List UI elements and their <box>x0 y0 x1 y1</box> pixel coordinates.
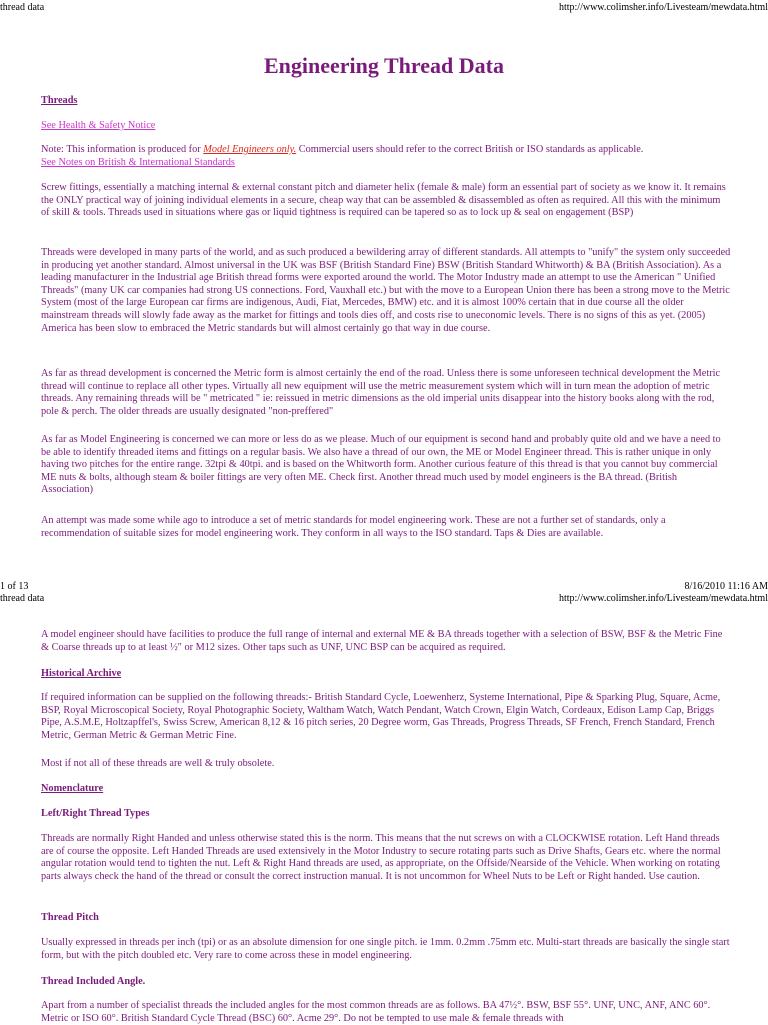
historical-archive-text: If required information can be supplied on the following threads:- British Standard Cycle, Loewenherz, Systeme International, Pipe & Sparking Plug, Square, Acme, BSP, Royal Microscopical Society, Royal Photographic Society, Waltham Watch, Watch Pendant, Watch Crown, Elgin Watch, Cordeaux, Edison Lamp Cap, Briggs Pipe, A.S.M.E, Holtzapffel's, Swiss Screw, American 8,12 & 16 pitch series, 20 Degree worm, Gas Threads, Progress Threads, SF French, French Standard, French Metric, German Metric & German Metric Fine. <box>41 692 721 741</box>
page-footer-count: 1 of 13 <box>0 581 29 592</box>
page-header-title: thread data <box>0 2 45 13</box>
paragraph-metric-standards: An attempt was made some while ago to introduce a set of metric standards for model engineering work. These are not a further set of standards, only a recommendation of suitable sizes for model engineering work. They conform in all ways to the ISO standard. Taps & Dies are available. <box>41 515 666 539</box>
included-angle-text: Apart from a number of specialist threads the included angles for the most common threads are as follows. BA 47½°. BSW, BSF 55°. UNF, UNC, ANF, ANC 60°. Metric or ISO 60°. British Standard Cycle Thread (BSC) 60°. Acme 29°. Do not be tempted to use male & female threads with <box>41 1000 711 1024</box>
note-paragraph <box>41 144 731 169</box>
standards-notes-link[interactable]: See Notes on British & International Standards <box>41 156 235 168</box>
note-prefix: Note: This information is produced for <box>41 144 204 155</box>
nomenclature-heading: Nomenclature <box>41 783 104 794</box>
paragraph-model-engineer-facilities: A model engineer should have facilities to produce the full range of internal and external ME & BA threads together with a selection of BSW, BSF & the Metric Fine & Coarse threads up to at least ½" or M12 sizes. Other taps such as UNF, UNC BSP can be acquired as required. <box>41 629 723 653</box>
model-engineers-link[interactable]: Model Engineers only. <box>203 144 297 155</box>
paragraph-model-engineering: As far as Model Engineering is concerned we can more or less do as we please. Much of our equipment is second hand and probably quite old and we have a need to be able to identify threaded items and fittings on a regular basis. We also have a thread of our own, the ME or Model Engineer thread. This is rather unique in only having two pitches for the entire range. 32tpi & 40tpi. and is based on the Whitworth form. Another curious feature of this thread is that you cannot buy commercial ME nuts & bolts, although steam & boiler fittings are very often ME. Check first. Another thread much used by model engineers is the BA thread. (British Association) <box>41 434 721 496</box>
paragraph-thread-history: Threads were developed in many parts of the world, and as such produced a bewildering array of different standards. All attempts to "unify" the system only succeeded in producing yet another standard. Almost universal in the UK was BSF (British Standard Fine) BSW (British Standard Whitworth) & BA (British Association). As a leading manufacturer in the Industrial age British thread forms were exported around the world. The Motor Industry made an attempt to use the American " Unified Threads" (many UK car companies had strong US connections. Ford, Vauxhall etc.) but with the move to a European Union there has been a strong move to the Metric System (most of the large European car firms are indigenous, Audi, Fiat, Mercedes, BMW) etc. and it is almost 100% certain that in due course all the older mainstream threads will slowly fade away as the market for fittings and tools dies off, and costs rise to uneconomic levels. There is no signs of this as yet. (2005) America has been slow to embraced the Metric standards but will almost certainly go that way in due course. <box>41 247 731 334</box>
page-header-url: http://www.colimsher.info/Livesteam/mewdata.html <box>558 2 768 13</box>
left-right-text: Threads are normally Right Handed and unless otherwise stated this is the norm. This means that the nut screws on with a CLOCKWISE rotation. Left Hand threads are of course the opposite. Left Handed Threads are used extensively in the Motor Industry to secure rotating parts such as Drive Shafts, Gears etc. where the normal angular rotation would tend to tighten the nut. Left & Right Hand threads are used, as appropriate, on the Offside/Nearside of the Vehicle. When working on rotating parts always check the hand of the thread or consult the correct instruction manual. It is not uncommon for Wheel Nuts to be Left or Right handed. Use caution. <box>41 833 721 882</box>
health-safety-link-row <box>41 120 731 133</box>
included-angle-heading: Thread Included Angle. <box>41 976 146 987</box>
health-safety-link[interactable]: See Health & Safety Notice <box>41 120 156 131</box>
historical-archive-heading: Historical Archive <box>41 668 122 679</box>
thread-pitch-heading: Thread Pitch <box>41 912 99 923</box>
page2-header-title: thread data <box>0 593 45 604</box>
paragraph-metric-development: As far as thread development is concerned the Metric form is almost certainly the end of the road. Unless there is some unforeseen technical development the Metric thread will continue to replace all other types. Virtually all new equipment will use the metric measurement system which will in turn mean the adoption of metric threads. Any remaining threads will be " metricated " ie: reissued in metric dimensions as the old imperial units disappear into the history books along with the rod, pole & perch. The older threads are usually designated "non-preffered" <box>41 368 721 417</box>
note-suffix: Commercial users should refer to the correct British or ISO standards as applicable. <box>296 144 644 155</box>
page2-header-url: http://www.colimsher.info/Livesteam/mewdata.html <box>558 593 768 604</box>
page-title: Engineering Thread Data <box>264 53 504 78</box>
page-footer-date: 8/16/2010 11:16 AM <box>684 581 768 592</box>
threads-heading: Threads <box>41 95 78 106</box>
thread-pitch-text: Usually expressed in threads per inch (tpi) or as an absolute dimension for one single pitch. ie 1mm. 0.2mm .75mm etc. Multi-start threads are basically the single start form, but with the pitch doubled etc. Very rare to come across these in model engineering. <box>41 937 730 961</box>
left-right-heading: Left/Right Thread Types <box>41 808 150 819</box>
paragraph-screw-fittings: Screw fittings, essentially a matching internal & external constant pitch and diameter helix (female & male) form an essential part of society as we know it. It remains the ONLY practical way of joining individual elements in a secure, cheap way that can be assembled & disassembled as often as required. All this with the minimum of skill & tools. Threads used in situations where gas or liquid tightness is required can be tapered so as to lock up & seal on engagement (BSP) <box>41 182 726 219</box>
obsolete-text: Most if not all of these threads are well & truly obsolete. <box>41 758 275 769</box>
